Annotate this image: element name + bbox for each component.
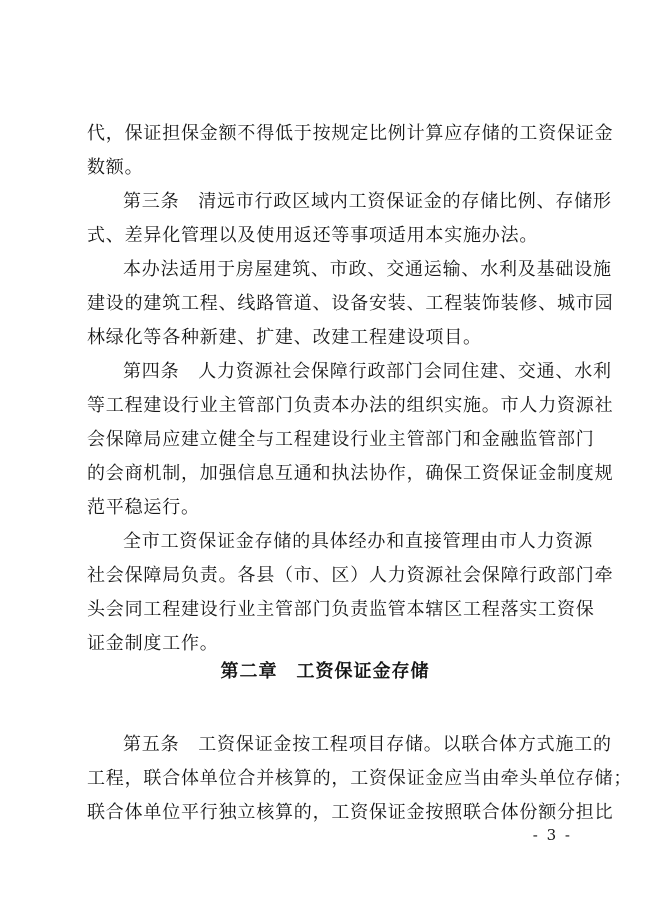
text-line: 社会保障局负责。各县（市、区）人力资源社会保障行政部门牵 bbox=[87, 565, 614, 586]
paragraph bbox=[87, 525, 614, 661]
text-line: 式、差异化管理以及使用返还等事项适用本实施办法。 bbox=[87, 225, 539, 246]
text-line: 本办法适用于房屋建筑、市政、交通运输、水利及基础设施 bbox=[123, 259, 612, 280]
text-line: 全市工资保证金存储的具体经办和直接管理由市人力资源 bbox=[123, 531, 593, 552]
text-line: 建设的建筑工程、线路管道、设备安装、工程装饰装修、城市园 bbox=[87, 293, 614, 314]
text-line: 头会同工程建设行业主管部门负责监管本辖区工程落实工资保 bbox=[87, 599, 595, 620]
paragraph bbox=[87, 355, 614, 525]
paragraph bbox=[87, 185, 612, 253]
body-text-bottom bbox=[87, 728, 633, 830]
text-line: 范平稳运行。 bbox=[87, 497, 200, 518]
text-line: 等工程建设行业主管部门负责本办法的组织实施。市人力资源社 bbox=[87, 395, 614, 416]
text-line: 第四条 人力资源社会保障行政部门会同住建、交通、水利 bbox=[123, 361, 612, 382]
text-line: 代，保证担保金额不得低于按规定比例计算应存储的工资保证金 bbox=[87, 123, 614, 144]
text-line: 林绿化等各种新建、扩建、改建工程建设项目。 bbox=[87, 327, 482, 348]
paragraph bbox=[87, 728, 633, 830]
page-number: - 3 - bbox=[532, 826, 572, 844]
text-line: 证金制度工作。 bbox=[87, 633, 219, 654]
text-line: 的会商机制，加强信息互通和执法协作，确保工资保证金制度规 bbox=[87, 463, 614, 484]
paragraph bbox=[87, 253, 614, 355]
text-line: 联合体单位平行独立核算的，工资保证金按照联合体份额分担比 bbox=[87, 802, 614, 823]
text-line: 第三条 清远市行政区域内工资保证金的存储比例、存储形 bbox=[123, 191, 612, 212]
chapter-heading: 第二章 工资保证金存储 bbox=[220, 661, 430, 682]
text-line: 数额。 bbox=[87, 157, 144, 178]
paragraph bbox=[87, 117, 614, 185]
text-line: 工程，联合体单位合并核算的，工资保证金应当由牵头单位存储； bbox=[87, 768, 633, 789]
body-text-top bbox=[87, 117, 614, 661]
text-line: 第五条 工资保证金按工程项目存储。以联合体方式施工的 bbox=[123, 734, 612, 755]
text-line: 会保障局应建立健全与工程建设行业主管部门和金融监管部门 bbox=[87, 429, 595, 450]
